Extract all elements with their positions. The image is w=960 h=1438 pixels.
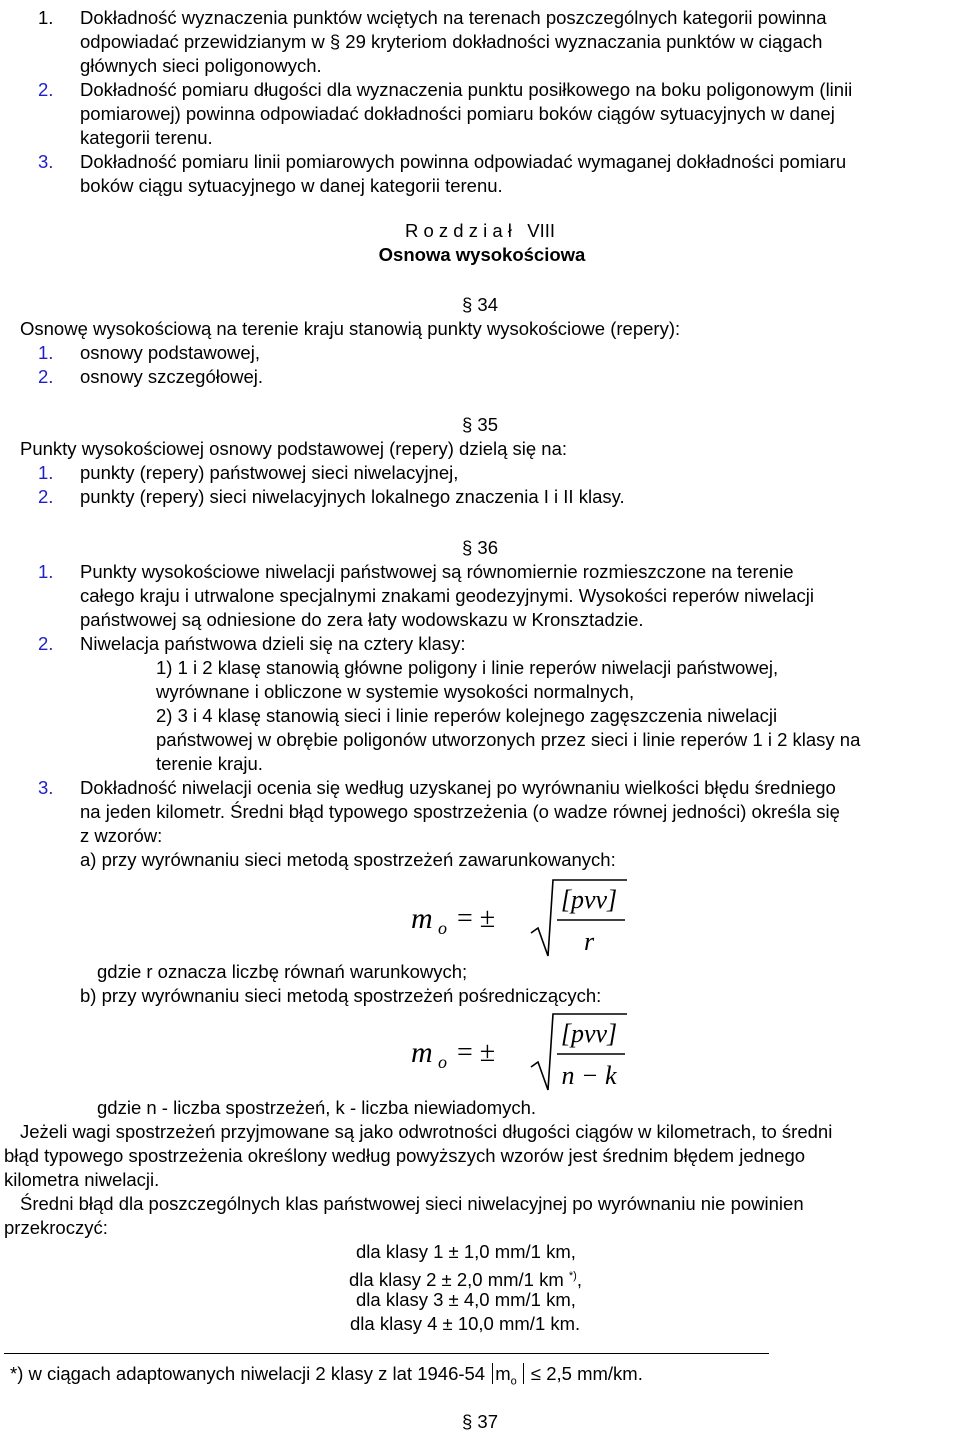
formula-op: = ± bbox=[457, 903, 496, 934]
paragraph-line: przekroczyć: bbox=[4, 1217, 108, 1238]
list-number: 2. bbox=[38, 633, 54, 654]
list-item: osnowy podstawowej, bbox=[80, 342, 260, 363]
sub-item-line: 2) 3 i 4 klasę stanowią sieci i linie reperów kolejnego zagęszczenia niwelacji bbox=[156, 705, 778, 726]
paragraph-line: boków ciągu sytuacyjnego w danej kategorii terenu. bbox=[80, 175, 503, 196]
paragraph-line: na jeden kilometr. Średni błąd typowego spostrzeżenia (o wadze równej jedności) określa się bbox=[80, 801, 840, 822]
formula-a-label: a) przy wyrównaniu sieci metodą spostrzeżeń zawarunkowanych: bbox=[80, 849, 616, 870]
formula-denominator: n − k bbox=[561, 1061, 617, 1090]
section-intro: Osnowę wysokościową na terenie kraju stanowią punkty wysokościowe (repery): bbox=[20, 318, 681, 339]
list-number: 3. bbox=[38, 777, 54, 798]
list-number: 1. bbox=[38, 342, 54, 363]
section-heading: § 37 bbox=[461, 1411, 499, 1432]
formula-lhs: m bbox=[411, 1036, 433, 1069]
class-limit: dla klasy 3 ± 4,0 mm/1 km, bbox=[356, 1289, 576, 1310]
sub-item-line: wyrównane i obliczone w systemie wysokości normalnych, bbox=[156, 681, 635, 702]
formula-a-note: gdzie r oznacza liczbę równań warunkowych; bbox=[97, 961, 468, 982]
formula-sub: o bbox=[438, 1052, 447, 1072]
paragraph-line: Punkty wysokościowe niwelacji państwowej są równomiernie rozmieszczone na terenie bbox=[80, 561, 794, 582]
paragraph-line: błąd typowego spostrzeżenia określony według powyższych wzorów jest średnim błędem jednego bbox=[4, 1145, 806, 1166]
list-number: 2. bbox=[38, 486, 54, 507]
paragraph-line: odpowiadać przewidzianym w § 29 kryteriom dokładności wyznaczania punktów w ciągach bbox=[80, 31, 823, 52]
paragraph-line: całego kraju i utrwalone specjalnymi znakami geodezyjnymi. Wysokości reperów niwelacji bbox=[80, 585, 814, 606]
paragraph-line: państwowej są odniesione do zera łaty wodowskazu w Kronsztadzie. bbox=[80, 609, 644, 630]
formula-numerator: [pvv] bbox=[560, 885, 618, 914]
footnote: *) w ciągach adaptowanych niwelacji 2 klasy z lat 1946-54 $m_o \le 2,5$ mm/km. bbox=[10, 1363, 643, 1388]
paragraph-line: Średni błąd dla poszczególnych klas państwowej sieci niwelacyjnej po wyrównaniu nie powinien bbox=[20, 1193, 804, 1214]
formula-a bbox=[405, 878, 635, 958]
paragraph-line: głównych sieci poligonowych. bbox=[80, 55, 322, 76]
footnote-separator bbox=[4, 1353, 769, 1354]
sub-item-line: 1) 1 i 2 klasę stanowią główne poligony i linie reperów niwelacji państwowej, bbox=[156, 657, 779, 678]
sub-item-line: terenie kraju. bbox=[156, 753, 263, 774]
formula-sub: o bbox=[438, 918, 447, 938]
paragraph-line: Jeżeli wagi spostrzeżeń przyjmowane są jako odwrotności długości ciągów w kilometrach, to średni bbox=[20, 1121, 833, 1142]
svg-text:m bbox=[411, 902, 433, 935]
section-intro: Punkty wysokościowej osnowy podstawowej (repery) dzielą się na: bbox=[20, 438, 568, 459]
paragraph-line: Dokładność wyznaczenia punktów wciętych na terenach poszczególnych kategorii powinna bbox=[80, 7, 827, 28]
sub-item-line: państwowej w obrębie poligonów utworzonych przez sieci i linie reperów 1 i 2 klasy na bbox=[156, 729, 861, 750]
section-heading: § 34 bbox=[461, 294, 499, 315]
list-number: 3. bbox=[38, 151, 54, 172]
list-number: 2. bbox=[38, 79, 54, 100]
formula-denominator: r bbox=[583, 927, 595, 956]
footnote-marker: *) bbox=[568, 1270, 577, 1282]
paragraph-line: Dokładność pomiaru linii pomiarowych powinna odpowiadać wymaganej dokładności pomiaru bbox=[80, 151, 847, 172]
list-number: 1. bbox=[38, 561, 54, 582]
list-number: 1. bbox=[38, 462, 54, 483]
formula-b bbox=[405, 1012, 635, 1092]
section-heading: § 35 bbox=[461, 414, 499, 435]
formula-b-note: gdzie n - liczba spostrzeżeń, k - liczba niewiadomych. bbox=[97, 1097, 537, 1118]
formula-op: = ± bbox=[457, 1037, 496, 1068]
paragraph-line: Niwelacja państwowa dzieli się na cztery klasy: bbox=[80, 633, 466, 654]
formula-lhs: m bbox=[411, 902, 433, 935]
list-number: 1. bbox=[38, 7, 54, 28]
list-item: osnowy szczegółowej. bbox=[80, 366, 264, 387]
formula-b-label: b) przy wyrównaniu sieci metodą spostrzeżeń pośredniczących: bbox=[80, 985, 602, 1006]
list-item: punkty (repery) sieci niwelacyjnych lokalnego znaczenia I i II klasy. bbox=[80, 486, 625, 507]
formula-numerator: [pvv] bbox=[560, 1019, 618, 1048]
chapter-title: Osnowa wysokościowa bbox=[378, 244, 586, 265]
section-heading: § 36 bbox=[461, 537, 499, 558]
paragraph-line: Dokładność niwelacji ocenia się według uzyskanej po wyrównaniu wielkości błędu średniego bbox=[80, 777, 836, 798]
class-limit: dla klasy 4 ± 10,0 mm/1 km. bbox=[350, 1313, 581, 1334]
chapter-label: R o z d z i a ł VIII bbox=[404, 220, 556, 241]
paragraph-line: z wzorów: bbox=[80, 825, 163, 846]
class-limit: dla klasy 1 ± 1,0 mm/1 km, bbox=[356, 1241, 576, 1262]
list-item: punkty (repery) państwowej sieci niwelacyjnej, bbox=[80, 462, 459, 483]
list-number: 2. bbox=[38, 366, 54, 387]
paragraph-line: Dokładność pomiaru długości dla wyznaczenia punktu posiłkowego na boku poligonowym (linii bbox=[80, 79, 853, 100]
class-limit: dla klasy 2 ± 2,0 mm/1 km *), bbox=[349, 1269, 582, 1291]
paragraph-line: kategorii terenu. bbox=[80, 127, 213, 148]
paragraph-line: kilometra niwelacji. bbox=[4, 1169, 160, 1190]
paragraph-line: pomiarowej) powinna odpowiadać dokładności pomiaru boków ciągów sytuacyjnych w danej bbox=[80, 103, 835, 124]
